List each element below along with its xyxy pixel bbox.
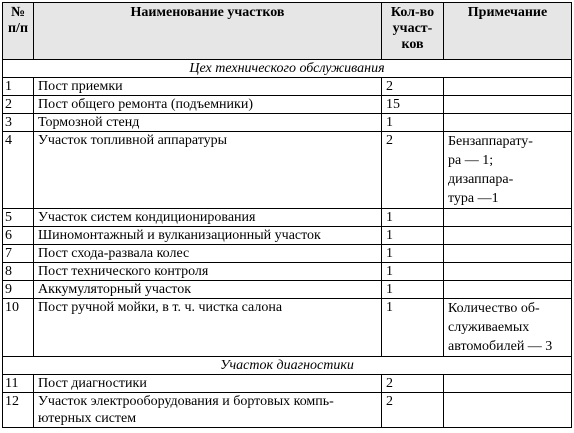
row-count: 2	[382, 375, 444, 393]
row-name: Участок систем кондиционирования	[34, 209, 382, 227]
table-header	[3, 3, 572, 60]
row-note	[444, 263, 572, 281]
row-num: 11	[3, 375, 34, 393]
table-row	[3, 132, 572, 209]
table-row	[3, 209, 572, 227]
row-count: 2	[382, 78, 444, 96]
row-count: 1	[382, 299, 444, 357]
row-count: 2	[382, 132, 444, 209]
row-num: 7	[3, 245, 34, 263]
table-body	[3, 60, 572, 428]
row-note	[444, 96, 572, 114]
header-name: Наименование участков	[34, 3, 382, 60]
row-num: 9	[3, 281, 34, 299]
header-note: Примечание	[444, 3, 572, 60]
row-note: Количество об- служиваемых автомобилей — 3	[444, 299, 572, 357]
row-note	[444, 281, 572, 299]
table-row	[3, 393, 572, 428]
section-title: Участок диагностики	[3, 357, 572, 375]
row-count: 1	[382, 114, 444, 132]
table-row	[3, 114, 572, 132]
section-row	[3, 357, 572, 375]
row-count: 1	[382, 281, 444, 299]
table-row	[3, 78, 572, 96]
row-count: 1	[382, 245, 444, 263]
header-num: № п/п	[3, 3, 34, 60]
table-row	[3, 96, 572, 114]
row-num: 12	[3, 393, 34, 428]
row-note	[444, 227, 572, 245]
row-num: 10	[3, 299, 34, 357]
row-name: Пост диагностики	[34, 375, 382, 393]
row-num: 5	[3, 209, 34, 227]
row-note	[444, 245, 572, 263]
row-name: Шиномонтажный и вулканизационный участок	[34, 227, 382, 245]
row-count: 1	[382, 209, 444, 227]
row-count: 15	[382, 96, 444, 114]
row-num: 4	[3, 132, 34, 209]
table-row	[3, 245, 572, 263]
row-name: Пост приемки	[34, 78, 382, 96]
row-name: Участок электрооборудования и бортовых компь- ютерных систем	[34, 393, 382, 428]
row-num: 1	[3, 78, 34, 96]
row-note: Бензаппарату- ра — 1; дизаппара- тура —1	[444, 132, 572, 209]
row-name: Аккумуляторный участок	[34, 281, 382, 299]
row-name: Пост схода-развала колес	[34, 245, 382, 263]
section-title: Цех технического обслуживания	[3, 60, 572, 78]
row-name: Пост общего ремонта (подъемники)	[34, 96, 382, 114]
row-count: 2	[382, 393, 444, 428]
table-row	[3, 281, 572, 299]
row-num: 2	[3, 96, 34, 114]
table-row	[3, 227, 572, 245]
header-count: Кол-во участ- ков	[382, 3, 444, 60]
row-note	[444, 114, 572, 132]
row-num: 8	[3, 263, 34, 281]
row-num: 3	[3, 114, 34, 132]
table-row	[3, 375, 572, 393]
row-note	[444, 78, 572, 96]
row-count: 1	[382, 227, 444, 245]
row-name: Участок топливной аппаратуры	[34, 132, 382, 209]
table-row	[3, 299, 572, 357]
row-num: 6	[3, 227, 34, 245]
row-name: Пост технического контроля	[34, 263, 382, 281]
row-count: 1	[382, 263, 444, 281]
section-row	[3, 60, 572, 78]
sites-table	[2, 2, 572, 428]
header-row	[3, 3, 572, 60]
row-name: Пост ручной мойки, в т. ч. чистка салона	[34, 299, 382, 357]
row-note	[444, 375, 572, 393]
table-row	[3, 263, 572, 281]
row-name: Тормозной стенд	[34, 114, 382, 132]
row-note	[444, 209, 572, 227]
row-note	[444, 393, 572, 428]
